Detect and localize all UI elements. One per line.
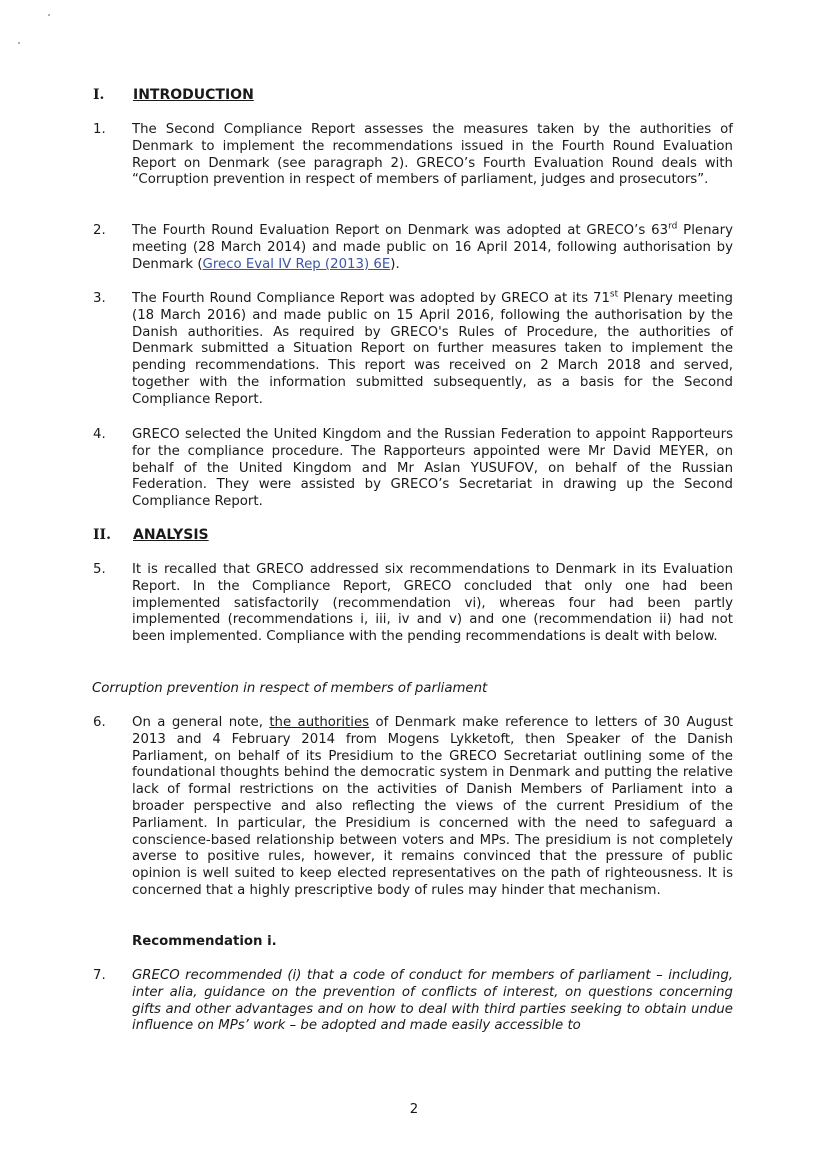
paragraph-text: The Fourth Round Evaluation Report on Denmark was adopted at GRECO’s 63rd Plenary meeting (28 March 2014) and made public on 16 April 2014, following authorisation by Denmark (Greco Eval IV Rep (2013) 6E).: [132, 221, 733, 272]
paragraph-text: It is recalled that GRECO addressed six recommendations to Denmark in its Evaluation Report. In the Compliance Report, GRECO concluded that only one had been implemented satisfactorily (recommendation vi), whereas four had been partly implemented (recommendations i, iii, iv and v) and one (recommendation ii) had not been implemented. Compliance with the pending recommendations is dealt with below.: [132, 562, 733, 645]
section-title: INTRODUCTION: [133, 87, 254, 103]
paragraph-5: [93, 562, 733, 646]
paragraph-text: The Second Compliance Report assesses the measures taken by the authorities of Denmark to implement the recommendations issued in the Fourth Round Evaluation Report on Denmark (see paragraph 2). GRECO’s Fourth Evaluation Round deals with “Corruption prevention in respect of members of parliament, judges and prosecutors”.: [132, 122, 733, 188]
paragraph-text: GRECO recommended (i) that a code of conduct for members of parliament – including, inter alia, guidance on the prevention of conflicts of interest, on questions concerning gifts and other advantages and on how to deal with third parties seeking to obtain undue influence on MPs’ work – be adopted and made easily accessible to: [132, 968, 733, 1034]
paragraph-number: 4.: [93, 427, 106, 442]
section-number: II.: [93, 527, 111, 543]
recommendation-heading: Recommendation i.: [132, 934, 277, 949]
section-number: I.: [93, 87, 105, 103]
paragraph-number: 3.: [93, 291, 106, 306]
section-heading-introduction: [93, 87, 254, 104]
report-link[interactable]: Greco Eval IV Rep (2013) 6E: [202, 256, 391, 272]
paragraph-4: [93, 427, 733, 511]
section-heading-analysis: [93, 527, 209, 544]
paragraph-number: 2.: [93, 223, 106, 238]
paragraph-6: [93, 715, 733, 900]
subheading: Corruption prevention in respect of members of parliament: [92, 681, 488, 696]
paragraph-text: GRECO selected the United Kingdom and the Russian Federation to appoint Rapporteurs for the compliance procedure. The Rapporteurs appointed were Mr David MEYER, on behalf of the United Kingdom and Mr Aslan YUSUFOV, on behalf of the Russian Federation. They were assisted by GRECO’s Secretariat in drawing up the Second Compliance Report.: [132, 427, 733, 510]
scan-speck: [18, 42, 20, 44]
paragraph-number: 5.: [93, 562, 106, 577]
paragraph-text: On a general note, the authorities of Denmark make reference to letters of 30 August 2013 and 4 February 2014 from Mogens Lykketoft, then Speaker of the Danish Parliament, on behalf of its Presidium to the GRECO Secretariat outlining some of the foundational thoughts behind the democratic system in Denmark and putting the relative lack of formal restrictions on the activities of Danish Members of Parliament into a broader perspective and also reflecting the views of the current Presidium of the Parliament. In particular, the Presidium is concerned with the need to safeguard a conscience-based relationship between voters and MPs. The presidium is not completely averse to positive rules, however, it remains convinced that the pressure of public opinion is well suited to keep elected representatives on the path of righteousness. It is concerned that a highly prescriptive body of rules may hinder that mechanism.: [132, 715, 734, 898]
paragraph-text: The Fourth Round Compliance Report was adopted by GRECO at its 71st Plenary meeting (18 March 2016) and made public on 15 April 2016, following the authorisation by the Danish authorities. As required by GRECO's Rules of Procedure, the authorities of Denmark submitted a Situation Report on further measures taken to implement the pending recommendations. This report was received on 2 March 2018 and served, together with the information submitted subsequently, as a basis for the Second Compliance Report.: [132, 289, 733, 407]
scan-speck: [48, 14, 50, 16]
paragraph-number: 6.: [93, 715, 106, 730]
paragraph-1: [93, 122, 733, 189]
paragraph-3: [93, 291, 733, 409]
page-number: 2: [409, 1102, 419, 1117]
paragraph-7: [93, 968, 733, 1035]
paragraph-number: 1.: [93, 122, 106, 137]
paragraph-number: 7.: [93, 968, 106, 983]
paragraph-2: [93, 223, 733, 273]
section-title: ANALYSIS: [133, 527, 209, 543]
